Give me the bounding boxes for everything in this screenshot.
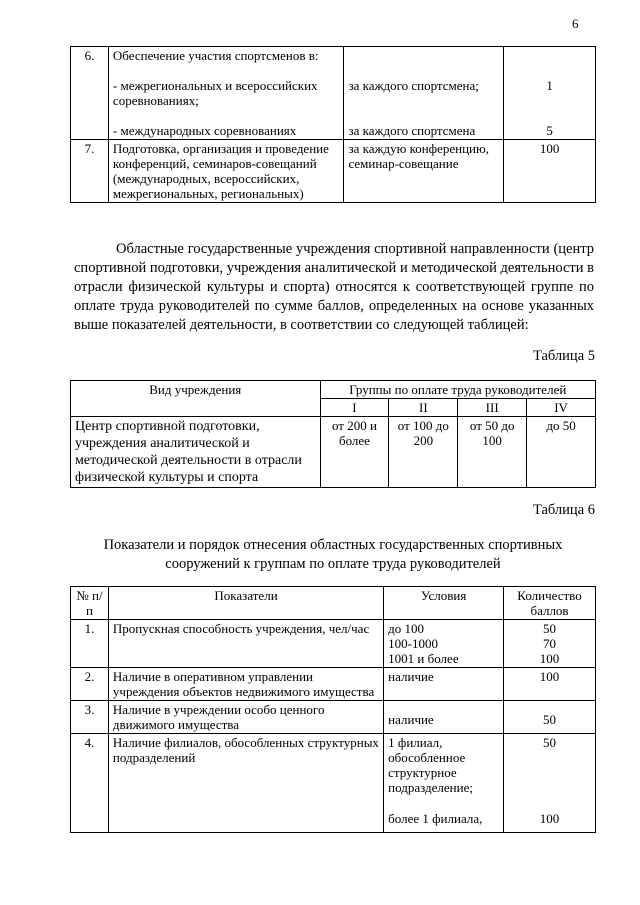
row-number: 7.	[71, 140, 109, 203]
table6-caption: Таблица 6	[532, 502, 595, 518]
condition-text: за каждую конференцию, семинар-совещание	[344, 140, 504, 203]
condition-text: 1001 и более	[388, 651, 459, 666]
table5	[70, 380, 596, 488]
header-groups: Группы по оплате труда руководителей	[320, 381, 596, 399]
score-value: 1	[546, 78, 553, 93]
group-value: от 50 до 100	[458, 417, 527, 488]
table-row	[71, 668, 596, 701]
score-value: 70	[543, 636, 557, 651]
condition-text: наличие	[384, 668, 504, 701]
indicator-sub: - международных соревнованиях	[112, 123, 297, 138]
group-value: от 200 и более	[320, 417, 389, 488]
condition-text: 100-1000	[388, 636, 438, 651]
indicator-text: Наличие в учреждении особо ценного движимого имущества	[108, 701, 383, 734]
indicator-text: Пропускная способность учреждения, чел/час	[108, 620, 383, 668]
table-row	[71, 417, 596, 488]
row-number: 4.	[71, 734, 109, 833]
score-value: 100	[539, 651, 560, 666]
condition-text: более 1 филиала,	[388, 811, 483, 826]
group-header: I	[320, 399, 389, 417]
score-value: 50	[504, 701, 596, 734]
condition-text: до 100	[388, 621, 425, 636]
score-cell	[504, 47, 596, 140]
table-row	[71, 47, 596, 140]
condition-text: 1 филиал, обособленное структурное подразделение;	[388, 735, 473, 795]
group-value: от 100 до 200	[389, 417, 458, 488]
score-value: 5	[546, 123, 553, 138]
score-cell	[504, 620, 596, 668]
institution-type: Центр спортивной подготовки, учреждения аналитической и методической деятельности в отрасли физической культуры и спорта	[71, 417, 321, 488]
condition-cell	[344, 47, 504, 140]
header-institution-type: Вид учреждения	[71, 381, 321, 417]
score-value: 100	[504, 668, 596, 701]
condition-text: наличие	[384, 701, 504, 734]
row-number: 6.	[71, 47, 109, 140]
indicator-text: Наличие в оперативном управлении учреждения объектов недвижимого имущества	[108, 668, 383, 701]
body-paragraph: Областные государственные учреждения спортивной направленности (центр спортивной подготовки, учреждения аналитической и методической деятельности в отрасли физической культуры и спорта) относятся к соответствующей группе по оплате труда руководителей по сумме баллов, определенных на основе указанных выше показателей деятельности, в соответствии со следующей таблицей:	[74, 241, 595, 333]
indicators-table-continued	[70, 46, 596, 203]
score-value: 100	[504, 140, 596, 203]
table-header-row	[71, 587, 596, 620]
table-row	[71, 620, 596, 668]
group-header: III	[458, 399, 527, 417]
score-value: 100	[539, 811, 560, 826]
indicator-sub: - межрегиональных и всероссийских соревнованиях;	[112, 78, 318, 108]
score-cell	[504, 734, 596, 833]
row-number: 3.	[71, 701, 109, 734]
condition-text: за каждого спортсмена;	[348, 78, 479, 93]
indicator-title: Обеспечение участия спортсменов в:	[112, 48, 319, 63]
indicator-text: Наличие филиалов, обособленных структурных подразделений	[108, 734, 383, 833]
conditions-cell	[384, 620, 504, 668]
condition-text: за каждого спортсмена	[348, 123, 476, 138]
header-score: Количество баллов	[504, 587, 596, 620]
indicator-title: Подготовка, организация и проведение конференций, семинаров-совещаний (международных, всероссийских, межрегиональных, региональных)	[108, 140, 344, 203]
group-value: до 50	[527, 417, 596, 488]
header-number: № п/п	[71, 587, 109, 620]
table5-caption: Таблица 5	[532, 348, 595, 364]
group-header: IV	[527, 399, 596, 417]
table6	[70, 586, 596, 833]
table6-title: Показатели и порядок отнесения областных государственных спортивных сооружений к группам по оплате труда руководителей	[103, 537, 563, 572]
table-row	[71, 140, 596, 203]
header-indicator: Показатели	[108, 587, 383, 620]
row-number: 2.	[71, 668, 109, 701]
score-value: 50	[543, 621, 557, 636]
table-row	[71, 734, 596, 833]
score-value: 50	[543, 735, 557, 750]
row-number: 1.	[71, 620, 109, 668]
group-header: II	[389, 399, 458, 417]
conditions-cell	[384, 734, 504, 833]
page-number: 6	[572, 16, 579, 31]
header-conditions: Условия	[384, 587, 504, 620]
indicator-cell	[108, 47, 344, 140]
table-header-row	[71, 381, 596, 399]
table-row	[71, 701, 596, 734]
